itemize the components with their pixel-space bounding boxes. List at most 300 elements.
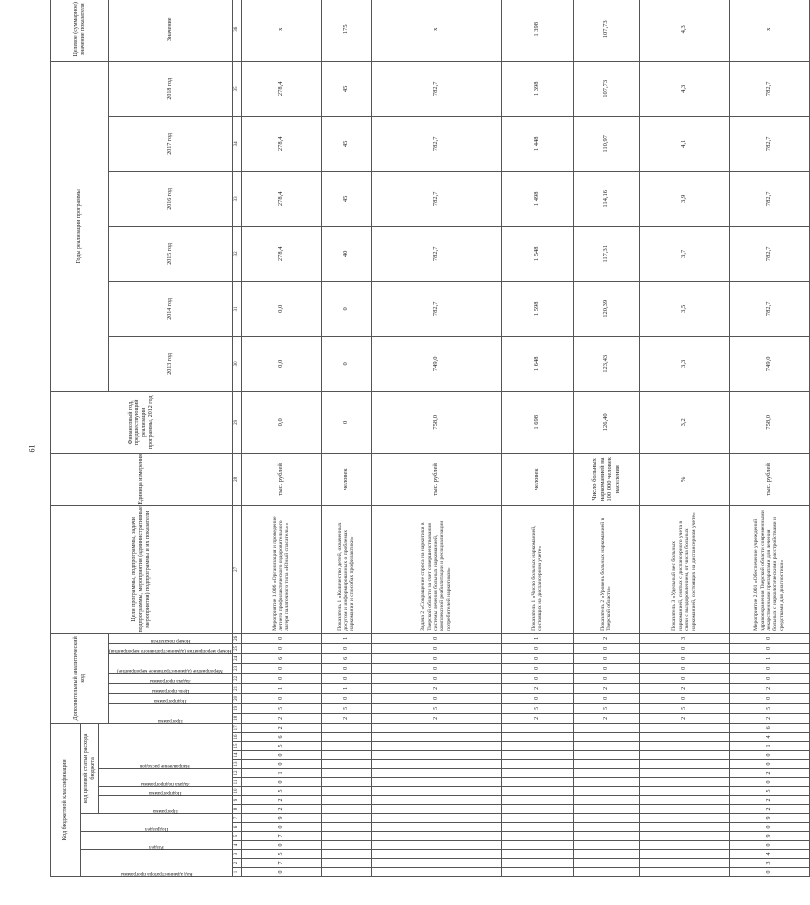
year-value-cell: 278,4	[241, 171, 321, 226]
kbk-code-cell	[501, 778, 573, 787]
kbk-code-cell	[371, 823, 501, 832]
analytic-code-cell: 2	[241, 713, 321, 723]
kbk-code-cell: 1	[241, 769, 321, 778]
kbk-code-cell	[321, 760, 371, 769]
analytic-code-cell: 2	[573, 633, 639, 643]
target-value-cell: х	[371, 0, 501, 61]
column-number: 28	[232, 453, 241, 505]
year-value-cell: 40	[321, 226, 371, 281]
year-value-cell: 1 548	[501, 226, 573, 281]
kbk-code-cell: 5	[241, 850, 321, 859]
kbk-code-cell	[371, 751, 501, 760]
kbk-code-cell	[321, 832, 371, 841]
a-event-header	[109, 653, 233, 673]
table-body	[241, 0, 809, 877]
year-value-cell: 107,73	[573, 61, 639, 116]
year-value-cell: 4,3	[639, 61, 729, 116]
row-name-cell: Мероприятие 1.006 «Организация и проведение летнего профилактического оздоровительного лагеря палаточного типа «Юный спасатель»»	[241, 505, 321, 633]
analytic-code-cell: 5	[729, 703, 809, 713]
analytic-code-cell: 0	[371, 643, 501, 653]
year-value-cell: 3,3	[639, 336, 729, 391]
analytic-code-cell: 0	[639, 663, 729, 673]
kbk-code-cell	[321, 723, 371, 732]
kbk-code-cell	[501, 723, 573, 732]
row-name-cell: Показатель 1 «Количество детей, охваченных досугом и информированных о проблемах наркомании и способах профилактики»	[321, 505, 371, 633]
column-number: 12	[232, 769, 241, 778]
y2015-header: 2015 год	[109, 226, 233, 281]
kbk-code-cell	[321, 850, 371, 859]
analytic-code-cell: 5	[371, 703, 501, 713]
kbk-code-cell	[321, 787, 371, 796]
a-event-no-label: Номер мероприятия (административного мероприятия)	[109, 647, 232, 654]
direction-code-header	[99, 723, 233, 768]
kbk-code-cell	[501, 742, 573, 751]
y2017-header: 2017 год	[109, 116, 233, 171]
kbk-code-cell: 0	[241, 751, 321, 760]
column-number: 23	[232, 663, 241, 673]
y2016-header: 2016 год	[109, 171, 233, 226]
kbk-code-cell: 9	[729, 832, 809, 841]
kbk-code-cell	[321, 859, 371, 868]
value-2012-cell: 0,0	[241, 391, 321, 453]
column-number: 26	[232, 633, 241, 643]
analytic-code-cell: 0	[371, 653, 501, 663]
target-value-cell: х	[241, 0, 321, 61]
analytic-code-cell: 0	[639, 693, 729, 703]
kbk-code-cell	[321, 769, 371, 778]
unit-header: Единица измерения	[51, 453, 233, 505]
kbk-code-cell	[639, 832, 729, 841]
year-value-cell: 114,16	[573, 171, 639, 226]
analytic-code-cell: 0	[729, 643, 809, 653]
year-value-cell: 749,0	[371, 336, 501, 391]
row-name-cell: Показатель 1 «Число больных наркоманией, состоящих на диспансерном учете»	[501, 505, 573, 633]
kbk-code-cell: 5	[241, 787, 321, 796]
column-number: 13	[232, 760, 241, 769]
kbk-code-cell	[501, 787, 573, 796]
column-number: 35	[232, 61, 241, 116]
year-value-cell: 782,7	[371, 281, 501, 336]
kbk-code-cell	[573, 814, 639, 823]
analytic-code-cell: 2	[501, 713, 573, 723]
analytic-code-cell: 0	[501, 643, 573, 653]
kbk-code-cell	[501, 823, 573, 832]
kbk-code-cell	[639, 769, 729, 778]
column-number: 19	[232, 703, 241, 713]
kbk-code-cell	[501, 859, 573, 868]
a-event-no-header	[109, 643, 233, 653]
value-2012-cell: 3,2	[639, 391, 729, 453]
kbk-code-cell	[501, 796, 573, 805]
row-name-cell: Задача 2 «Сокращение спроса на наркотики в Тверской области за счет совершенствования системы лечения больных наркоманией, комплексной реабилитации и ресоциализации потребителей наркотиков»	[371, 505, 501, 633]
analytic-code-cell: 2	[729, 683, 809, 693]
table-row	[729, 0, 809, 877]
kbk-code-cell	[501, 751, 573, 760]
analytic-code-cell: 0	[241, 673, 321, 683]
column-number: 36	[232, 0, 241, 61]
column-number-row	[232, 0, 241, 877]
year-value-cell: 45	[321, 171, 371, 226]
kbk-code-cell	[573, 778, 639, 787]
kbk-code-cell: 6	[729, 723, 809, 732]
target-value-cell: 1 398	[501, 0, 573, 61]
kbk-code-cell	[371, 796, 501, 805]
column-number: 31	[232, 281, 241, 336]
kbk-code-cell	[501, 733, 573, 742]
kbk-code-cell	[371, 733, 501, 742]
year-value-cell: 1 398	[501, 61, 573, 116]
kbk-code-cell	[321, 814, 371, 823]
analytic-code-cell: 1	[321, 633, 371, 643]
direction-code-label: Направление расходов	[140, 763, 191, 769]
admin-code-header	[81, 850, 233, 877]
analytic-code-cell: 0	[321, 643, 371, 653]
kbk-code-cell	[639, 859, 729, 868]
analytic-code-cell: 0	[321, 693, 371, 703]
kbk-code-cell	[573, 742, 639, 751]
kbk-code-cell: 0	[729, 760, 809, 769]
subsection-label: Подраздел	[144, 826, 168, 832]
kbk-code-cell	[639, 841, 729, 850]
kbk-code-cell	[371, 859, 501, 868]
analytic-code-cell: 0	[639, 653, 729, 663]
unit-cell: человек	[321, 453, 371, 505]
kbk-code-cell	[639, 723, 729, 732]
kbk-code-cell	[321, 742, 371, 751]
analytic-code-cell: 0	[321, 673, 371, 683]
kbk-code-cell: 0	[729, 868, 809, 877]
kbk-code-cell: 1	[729, 742, 809, 751]
analytic-code-cell: 0	[371, 673, 501, 683]
year-value-cell: 782,7	[371, 116, 501, 171]
kbk-code-cell	[639, 778, 729, 787]
analytic-code-cell: 6	[321, 653, 371, 663]
year-value-cell: 1 648	[501, 336, 573, 391]
column-number: 20	[232, 693, 241, 703]
column-number: 32	[232, 226, 241, 281]
analytic-code-cell: 6	[241, 653, 321, 663]
kbk-code-cell: 2	[729, 769, 809, 778]
year-value-cell: 782,7	[729, 116, 809, 171]
analytic-code-cell: 0	[371, 663, 501, 673]
year-value-cell: 0	[321, 281, 371, 336]
year-value-cell: 45	[321, 61, 371, 116]
column-number: 3	[232, 850, 241, 859]
kbk-code-cell	[321, 868, 371, 877]
analytic-code-cell: 0	[729, 693, 809, 703]
indicator-table-sheet	[50, 2, 785, 877]
program-code-label: Программа	[152, 808, 178, 814]
kbk-code-cell: 4	[729, 850, 809, 859]
a-goal-label: Цель программы	[151, 687, 189, 694]
column-number: 27	[232, 505, 241, 633]
year-value-cell: 110,97	[573, 116, 639, 171]
analytic-code-cell: 0	[639, 673, 729, 683]
analytic-code-cell: 2	[501, 683, 573, 693]
program-code-header	[99, 796, 233, 814]
analytic-code-cell: 0	[321, 663, 371, 673]
analytic-code-cell: 0	[501, 663, 573, 673]
kbk-code-cell: 0	[241, 778, 321, 787]
kbk-code-cell	[573, 823, 639, 832]
kbk-code-cell	[321, 841, 371, 850]
column-number: 15	[232, 742, 241, 751]
kbk-code-cell	[501, 814, 573, 823]
analytic-code-cell: 0	[729, 673, 809, 683]
row-name-cell: Мероприятие 2.001 «Обеспечение учреждений здравоохранения Тверской области современными лекарственными препаратами для лечения больных с наркологическими расстройствами и средствами для диагностики»	[729, 505, 809, 633]
kbk-code-cell: 0	[729, 751, 809, 760]
year-value-cell: 782,7	[729, 61, 809, 116]
section-header	[81, 832, 233, 850]
kbk-code-cell	[321, 823, 371, 832]
column-number: 1	[232, 868, 241, 877]
kbk-code-cell: 0	[729, 778, 809, 787]
unit-cell: тыс. рублей	[371, 453, 501, 505]
subprogram-code-label: Подпрограмма	[148, 790, 182, 796]
year-value-cell: 0,0	[241, 336, 321, 391]
year-value-cell: 3,9	[639, 171, 729, 226]
kbk-code-cell	[573, 850, 639, 859]
analytic-code-cell: 0	[573, 663, 639, 673]
year-value-cell: 123,43	[573, 336, 639, 391]
kbk-code-cell	[371, 805, 501, 814]
kbk-code-cell: 2	[729, 805, 809, 814]
kbk-code-cell: 9	[729, 814, 809, 823]
years-group-header: Годы реализации программы	[51, 61, 109, 391]
table-row	[573, 0, 639, 877]
subsection-header	[81, 814, 233, 832]
kbk-code-cell: 2	[241, 723, 321, 732]
year-value-cell: 278,4	[241, 61, 321, 116]
target-value-cell: 175	[321, 0, 371, 61]
a-program-header	[109, 703, 233, 723]
analytic-code-cell: 0	[501, 693, 573, 703]
kbk-code-cell	[639, 787, 729, 796]
column-number: 18	[232, 713, 241, 723]
subprogram-code-header	[99, 787, 233, 796]
analytic-code-cell: 0	[501, 673, 573, 683]
year-value-cell: 1 448	[501, 116, 573, 171]
kbk-code-cell	[573, 751, 639, 760]
kbk-code-cell: 0	[241, 760, 321, 769]
kbk-code-cell	[573, 769, 639, 778]
column-number: 7	[232, 814, 241, 823]
kbk-group-header: Код бюджетной классификации	[51, 723, 81, 876]
target-value-cell: 4,3	[639, 0, 729, 61]
column-number: 9	[232, 796, 241, 805]
analytic-code-cell: 0	[241, 693, 321, 703]
kbk-code-cell: 7	[241, 859, 321, 868]
kbk-code-cell	[639, 742, 729, 751]
year-value-cell: 4,1	[639, 116, 729, 171]
task-code-header	[99, 769, 233, 787]
kbk-code-cell	[321, 751, 371, 760]
column-number: 29	[232, 391, 241, 453]
analytic-code-cell: 0	[573, 693, 639, 703]
analytic-code-cell: 0	[729, 663, 809, 673]
analytic-code-cell: 0	[241, 663, 321, 673]
row-name-cell: Показатель 2 «Уровень больных наркоманией в Тверской области»	[573, 505, 639, 633]
column-number: 25	[232, 643, 241, 653]
kbk-code-cell: 6	[241, 733, 321, 742]
analytic-code-cell: 5	[573, 703, 639, 713]
value-2012-cell: 126,40	[573, 391, 639, 453]
analytic-group-header: Дополнительный аналитический код	[51, 633, 109, 723]
kbk-code-cell	[501, 850, 573, 859]
target-value-cell: х	[729, 0, 809, 61]
year-value-cell: 45	[321, 116, 371, 171]
y2014-header: 2014 год	[109, 281, 233, 336]
year-value-cell: 278,4	[241, 116, 321, 171]
kbk-code-cell	[639, 760, 729, 769]
kbk-code-cell	[321, 805, 371, 814]
kbk-code-cell	[639, 751, 729, 760]
analytic-code-cell: 0	[573, 653, 639, 663]
analytic-code-cell: 1	[729, 653, 809, 663]
analytic-code-cell: 2	[639, 683, 729, 693]
y2013-header: 2013 год	[109, 336, 233, 391]
year-value-cell: 1 598	[501, 281, 573, 336]
analytic-code-cell: 3	[639, 633, 729, 643]
kbk-code-cell: 9	[241, 814, 321, 823]
year-value-cell: 278,4	[241, 226, 321, 281]
column-number: 16	[232, 733, 241, 742]
kbk-code-cell	[573, 832, 639, 841]
unit-cell: Число больных наркоманией на 100 000 человек населения	[573, 453, 639, 505]
year-value-cell: 782,7	[371, 61, 501, 116]
year-value-cell: 1 498	[501, 171, 573, 226]
analytic-code-cell: 2	[371, 713, 501, 723]
analytic-code-cell: 1	[501, 633, 573, 643]
column-number: 22	[232, 673, 241, 683]
a-goal-header	[109, 683, 233, 693]
unit-cell: тыс. рублей	[241, 453, 321, 505]
value-2012-cell: 0	[321, 391, 371, 453]
analytic-code-cell: 2	[573, 713, 639, 723]
kbk-code-cell	[321, 733, 371, 742]
kbk-code-cell	[371, 787, 501, 796]
kbk-code-cell	[639, 796, 729, 805]
column-number: 30	[232, 336, 241, 391]
a-subprogram-header	[109, 693, 233, 703]
kbk-code-cell: 4	[729, 733, 809, 742]
kbk-code-cell	[573, 805, 639, 814]
a-event-label: Мероприятие (административное мероприятие)	[117, 667, 224, 674]
kbk-code-cell: 0	[241, 868, 321, 877]
unit-cell: %	[639, 453, 729, 505]
column-number: 34	[232, 116, 241, 171]
analytic-code-cell: 5	[321, 703, 371, 713]
column-number: 14	[232, 751, 241, 760]
kbk-code-cell	[321, 796, 371, 805]
analytic-code-cell: 0	[573, 673, 639, 683]
target-value-header: Значение	[109, 0, 233, 61]
kbk-code-cell: 7	[241, 832, 321, 841]
analytic-code-cell: 0	[573, 643, 639, 653]
kbk-code-cell	[573, 796, 639, 805]
year-value-cell: 782,7	[729, 171, 809, 226]
year-value-cell: 120,39	[573, 281, 639, 336]
year-value-cell: 782,7	[729, 281, 809, 336]
table-row	[371, 0, 501, 877]
program-indicators-table	[50, 0, 810, 877]
year-value-cell: 782,7	[729, 226, 809, 281]
year-value-cell: 782,7	[371, 171, 501, 226]
analytic-code-cell: 5	[501, 703, 573, 713]
kbk-code-cell	[639, 805, 729, 814]
a-program-label: Программа	[157, 717, 183, 724]
table-row	[501, 0, 573, 877]
row-name-cell: Показатель 3 «Удельный вес больных наркоманией, снятых с диспансерного учета в связи с выздоровлением, от числа больных наркоманией, состоящих на диспансерном учете»	[639, 505, 729, 633]
analytic-code-cell: 0	[639, 643, 729, 653]
kbk-code-cell	[639, 814, 729, 823]
kbk-code-cell: 5	[241, 742, 321, 751]
analytic-code-cell: 0	[371, 633, 501, 643]
analytic-code-cell: 2	[321, 713, 371, 723]
column-number: 10	[232, 787, 241, 796]
year-value-cell: 3,7	[639, 226, 729, 281]
kbk-code-cell: 5	[729, 787, 809, 796]
column-number: 6	[232, 823, 241, 832]
year-value-cell: 749,0	[729, 336, 809, 391]
kbk-code-cell	[371, 769, 501, 778]
kbk-code-cell	[371, 868, 501, 877]
kbk-code-cell	[573, 868, 639, 877]
kbk-code-cell	[639, 733, 729, 742]
a-indicator-header	[109, 633, 233, 643]
kbk-code-cell: 0	[241, 823, 321, 832]
kbk-code-cell	[501, 805, 573, 814]
kbk-code-cell	[371, 850, 501, 859]
column-number: 33	[232, 171, 241, 226]
kbk-code-cell: 2	[729, 796, 809, 805]
a-indicator-label: Номер показателя	[150, 637, 191, 644]
page-number: 61	[27, 444, 37, 453]
analytic-code-cell: 2	[639, 713, 729, 723]
year-value-cell: 782,7	[371, 226, 501, 281]
analytic-code-cell: 0	[241, 633, 321, 643]
year-value-cell: 0,0	[241, 281, 321, 336]
kbk-code-cell: 0	[729, 823, 809, 832]
kbk-code-cell	[573, 841, 639, 850]
value-2012-cell: 758,0	[371, 391, 501, 453]
section-label: Раздел	[148, 844, 164, 850]
analytic-code-cell: 5	[241, 703, 321, 713]
column-number: 21	[232, 683, 241, 693]
a-task-header	[109, 673, 233, 683]
kbk-code-cell	[371, 760, 501, 769]
column-number: 4	[232, 841, 241, 850]
analytic-code-cell: 1	[321, 683, 371, 693]
kbk-code-cell: 2	[241, 805, 321, 814]
kbk-code-cell	[371, 742, 501, 751]
a-subprogram-label: Подпрограмма	[153, 697, 187, 704]
year-value-cell: 117,31	[573, 226, 639, 281]
table-row	[321, 0, 371, 877]
unit-cell: человек	[501, 453, 573, 505]
kbk-code-cell	[573, 760, 639, 769]
column-number: 11	[232, 778, 241, 787]
year-value-cell: 3,5	[639, 281, 729, 336]
analytic-code-cell: 0	[729, 633, 809, 643]
kbk-code-cell	[371, 778, 501, 787]
analytic-code-cell: 2	[729, 713, 809, 723]
column-number: 17	[232, 723, 241, 732]
name-header: Цели программы, подпрограммы, задачи подпрограммы, мероприятия (административные мероприятия) подпрограммы и их показатели	[51, 505, 233, 633]
kbk-code-cell: 2	[241, 796, 321, 805]
value-2012-cell: 758,0	[729, 391, 809, 453]
kbk-code-cell	[321, 778, 371, 787]
